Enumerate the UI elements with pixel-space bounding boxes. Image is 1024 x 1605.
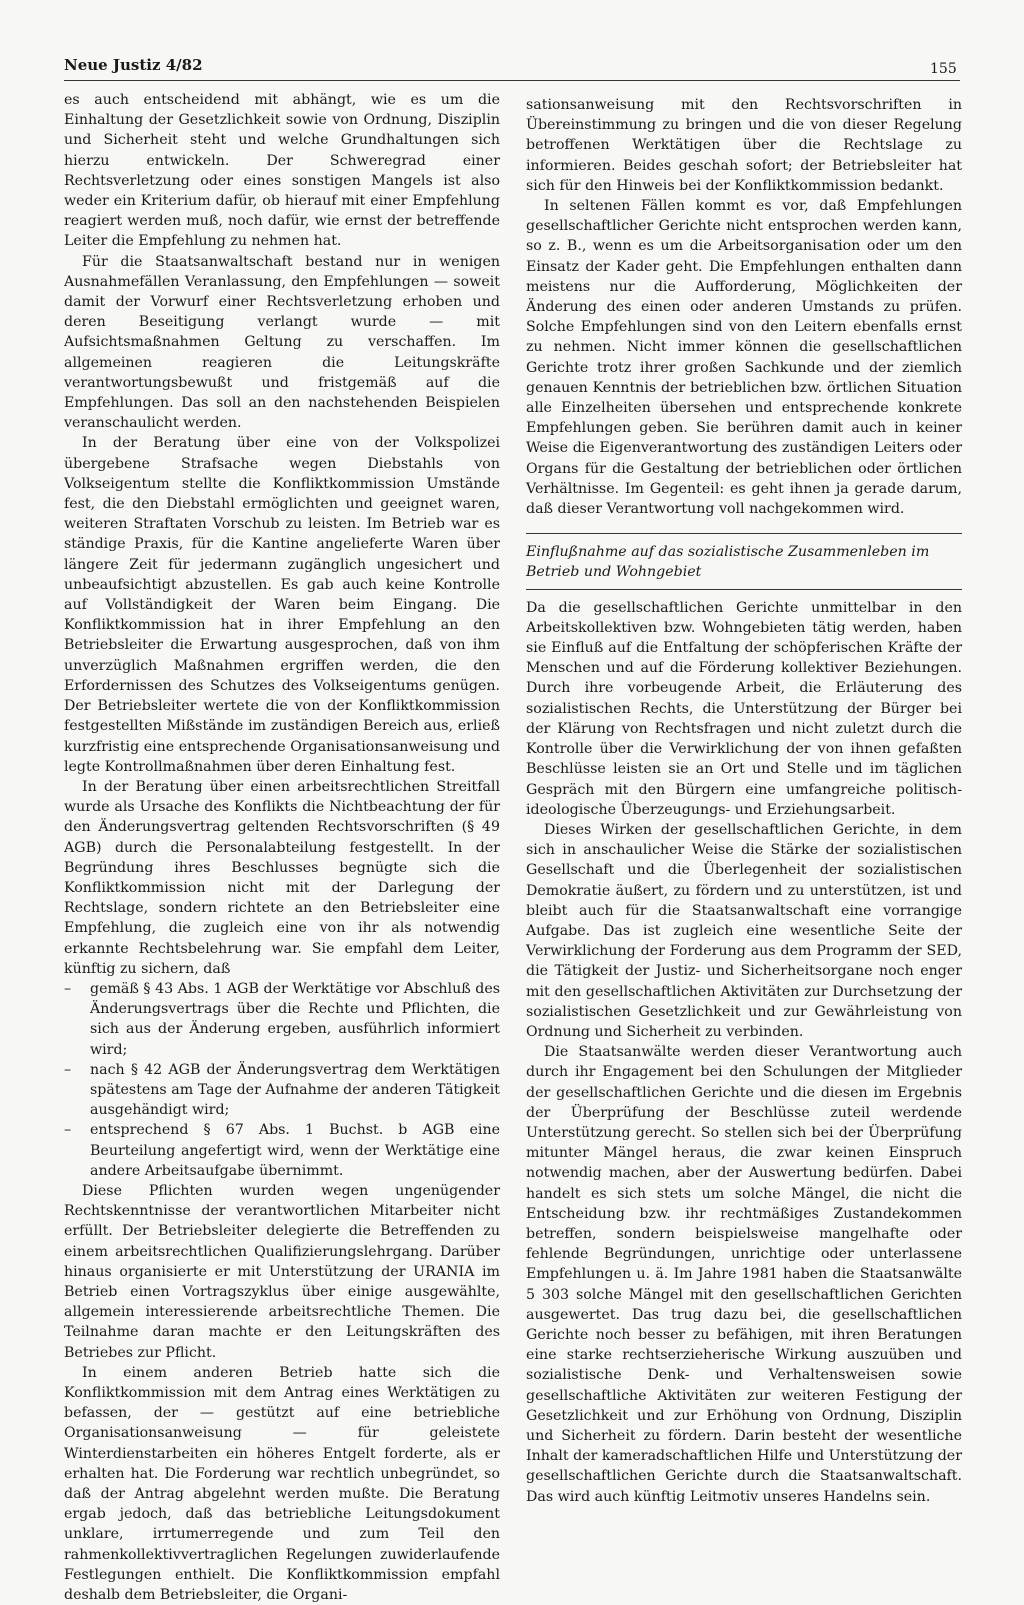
list-item — [64, 1060, 500, 1121]
paragraph: In der Beratung über eine von der Volkspolizei übergebene Strafsache wegen Diebstahls von Volkseigentum stellte die Konfliktkommission Umstände fest, die den Diebstahl ermöglichten und geeignet waren, weiteren Straftaten Vorschub zu leisten. Im Betrieb war es ständige Praxis, für die Kantine angelieferte Waren über längere Zeit für jedermann zugänglich ungesichert und unbeaufsichtigt abzustellen. Es gab auch keine Kontrolle auf Vollständigkeit der Waren beim Eingang. Die Konfliktkommission hat in ihrer Empfehlung an den Betriebsleiter die Erwartung ausgesprochen, daß von ihm unverzüglich Maßnahmen ergriffen werden, die den Erfordernissen des Schutzes des Volkseigentums genügen. Der Betriebsleiter wertete die von der Konfliktkommission festgestellten Mißstände im zuständigen Bereich aus, erließ kurzfristig eine entsprechende Organisationsanweisung und legte Kontrollmaßnahmen über deren Einhaltung fest. — [64, 435, 500, 775]
list-item-text: gemäß § 43 Abs. 1 AGB der Werktätige vor Abschluß des Änderungsvertrags über die Rechte und Pflichten, die sich aus der Änderung ergeben, ausführlich informiert wird; — [90, 980, 500, 1058]
dash-marker: – — [64, 1122, 72, 1139]
paragraph: In der Beratung über einen arbeitsrechtlichen Streitfall wurde als Ursache des Konflikts die Nichtbeachtung der für den Änderungsvertrag geltenden Rechtsvorschriften (§ 49 AGB) durch die Personalabteilung festgestellt. In der Begründung ihres Beschlusses begnügte sich die Konfliktkommission nicht mit der Darlegung der Rechtslage, sondern richtete an den Betriebsleiter eine Empfehlung, die zugleich eine von ihr als notwendig erkannte Rechtsbelehrung war. Sie empfahl dem Leiter, künftig zu sichern, daß — [64, 778, 500, 977]
list-item-text: nach § 42 AGB der Änderungsvertrag dem Werktätigen spätestens am Tage der Aufnahme der anderen Tätigkeit ausgehändigt wird; — [90, 1061, 500, 1119]
dash-marker: – — [64, 980, 72, 997]
journal-title: Neue Justiz 4/82 — [64, 56, 203, 74]
paragraph: Da die gesellschaftlichen Gerichte unmittelbar in den Arbeitskollektiven bzw. Wohngebieten tätig werden, haben sie Einfluß auf die Entfaltung der schöpferischen Kräfte der Menschen und auf die Förderung kollektiver Beziehungen. Durch ihre vorbeugende Arbeit, die Erläuterung des sozialistischen Rechts, die Unterstützung der Bürger bei der Klärung von Rechtsfragen und nicht zuletzt durch die Kontrolle über die Verwirklichung der von ihnen gefaßten Beschlüsse leisten sie an Ort und Stelle und im täglichen Gespräch mit den Bürgern eine umfangreiche politisch-ideologische Überzeugungs- und Erziehungsarbeit. — [526, 599, 962, 818]
list-item-text: entsprechend § 67 Abs. 1 Buchst. b AGB eine Beurteilung angefertigt wird, wenn der Werktätige eine andere Arbeitsaufgabe übernimmt. — [90, 1122, 500, 1179]
dash-marker: – — [64, 1061, 72, 1078]
list-item — [64, 979, 500, 1060]
left-column — [64, 90, 500, 1605]
list-item — [64, 1120, 500, 1181]
paragraph: Dieses Wirken der gesellschaftlichen Gerichte, in dem sich in anschaulicher Weise die Stärke der sozialistischen Gesellschaft und die Überlegenheit der sozialistischen Demokratie äußert, zu fördern und zu unterstützen, ist und bleibt auch für die Staatsanwaltschaft eine vorrangige Aufgabe. Das ist zugleich eine wesentliche Seite der Verwirklichung der Forderung aus dem Programm der SED, die Tätigkeit der Justiz- und Sicherheitsorgane noch enger mit den gesellschaftlichen Aktivitäten zur Durchsetzung der sozialistischen Gesetzlichkeit und zur Gewährleistung von Ordnung und Sicherheit zu verbinden. — [526, 821, 962, 1040]
section-rule — [526, 533, 962, 534]
paragraph: Für die Staatsanwaltschaft bestand nur in wenigen Ausnahmefällen Veranlassung, den Empfehlungen — soweit damit der Vorwurf einer Rechtsverletzung erhoben und deren Beseitigung verlangt wurde — mit Aufsichtsmaßnahmen Geltung zu verschaffen. Im allgemeinen reagieren die Leitungskräfte verantwortungsbewußt und fristgemäß auf die Empfehlungen. Das soll an den nachstehenden Beispielen veranschaulicht werden. — [64, 253, 500, 432]
paragraph: Die Staatsanwälte werden dieser Verantwortung auch durch ihr Engagement bei den Schulungen der Mitglieder der gesellschaftlichen Gerichte und die diesen im Ergebnis der Überprüfung der Beschlüsse zuteil werdende Unterstützung gerecht. So stellen sich bei der Überprüfung mitunter Mängel heraus, die zwar keinen Einspruch notwendig machen, aber der Auswertung bedürfen. Dabei handelt es sich stets um solche Mängel, die nicht die Entscheidung bzw. ihr rechtmäßiges Zustandekommen betreffen, sondern beispielsweise mangelhafte oder fehlende Begründungen, unrichtige oder unterlassene Empfehlungen u. ä. Im Jahre 1981 haben die Staatsanwälte 5 303 solche Mängel mit den gesellschaftlichen Gerichten ausgewertet. Das trug dazu bei, die gesellschaftlichen Gerichte noch besser zu befähigen, mit ihren Beratungen eine starke rechtserzieherische Wirkung auszuüben und sozialistische Denk- und Verhaltensweisen sowie gesellschaftliche Aktivitäten zur weiteren Festigung der Gesetzlichkeit und zur Erhöhung von Ordnung, Disziplin und Sicherheit zu fördern. Darin besteht der wesentliche Inhalt der kameradschaftlichen Hilfe und Unterstützung der gesellschaftlichen Gerichte durch die Staatsanwaltschaft. Das wird auch künftig Leitmotiv unseres Handelns sein. — [526, 1044, 962, 1505]
paragraph: Diese Pflichten wurden wegen ungenügender Rechtskenntnisse der verantwortlichen Mitarbeiter nicht erfüllt. Der Betriebsleiter delegierte die Betreffenden zu einem arbeitsrechtlichen Qualifizierungslehrgang. Darüber hinaus organisierte er mit Unterstützung der URANIA im Betrieb einen Vortragszyklus über einige ausgewählte, allgemein interessierende arbeitsrechtliche Themen. Die Teilnahme daran machte er den Leitungskräften des Betriebes zur Pflicht. — [64, 1182, 500, 1361]
paragraph: In seltenen Fällen kommt es vor, daß Empfehlungen gesellschaftlicher Gerichte nicht entsprochen werden kann, so z. B., wenn es um die Arbeitsorganisation oder um den Einsatz der Kader geht. Die Empfehlungen enthalten dann meistens nur die Aufforderung, Möglichkeiten der Änderung des einen oder anderen Umstands zu prüfen. Solche Empfehlungen sind von den Leitern ebenfalls ernst zu nehmen. Nicht immer können die gesellschaftlichen Gerichte trotz ihrer großen Sachkunde und der ziemlich genauen Kenntnis der betrieblichen bzw. örtlichen Situation alle Einzelheiten übersehen und entsprechende konkrete Empfehlungen geben. Sie berühren damit auch in keiner Weise die Eigenverantwortung des zuständigen Leiters oder Organs für die Gestaltung der betrieblichen oder örtlichen Verhältnisse. Im Gegenteil: es geht ihnen ja gerade darum, daß dieser Verantwortung voll nachgekommen wird. — [526, 198, 962, 518]
paragraph: sationsanweisung mit den Rechtsvorschriften in Übereinstimmung zu bringen und die von dieser Regelung betroffenen Werktätigen über die Rechtslage zu informieren. Beides geschah sofort; der Betriebsleiter hat sich für den Hinweis bei der Konfliktkommission bedankt. — [526, 97, 962, 194]
requirements-list — [64, 979, 500, 1181]
section-heading: Einflußnahme auf das sozialistische Zusammenleben im Betrieb und Wohngebiet — [526, 542, 962, 589]
right-column — [526, 95, 962, 1507]
paragraph: In einem anderen Betrieb hatte sich die Konfliktkommission mit dem Antrag eines Werktätigen zu befassen, der — gestützt auf eine betriebliche Organisationsanweisung — für geleistete Winterdienstarbeiten ein höheres Entgelt forderte, als er erhalten hat. Die Forderung war rechtlich unbegründet, so daß der Antrag abgelehnt werden mußte. Die Beratung ergab jedoch, daß das betriebliche Leitungsdokument unklare, irrtumerregende und zum Teil den rahmenkollektivvertraglichen Regelungen zuwiderlaufende Festlegungen enthielt. Die Konfliktkommission empfahl deshalb dem Betriebsleiter, die Organi- — [64, 1364, 500, 1604]
page-number: 155 — [930, 61, 957, 77]
header-rule — [64, 80, 960, 81]
paragraph: es auch entscheidend mit abhängt, wie es um die Einhaltung der Gesetzlichkeit sowie von Ordnung, Disziplin und Sicherheit steht und welche Grundhaltungen sich hierzu entwickeln. Der Schweregrad einer Rechtsverletzung oder eines sonstigen Mangels ist also weder ein Kriterium dafür, ob hierauf mit einer Empfehlung reagiert werden muß, noch dafür, wie ernst der betreffende Leiter die Empfehlung zu nehmen hat. — [64, 92, 500, 250]
